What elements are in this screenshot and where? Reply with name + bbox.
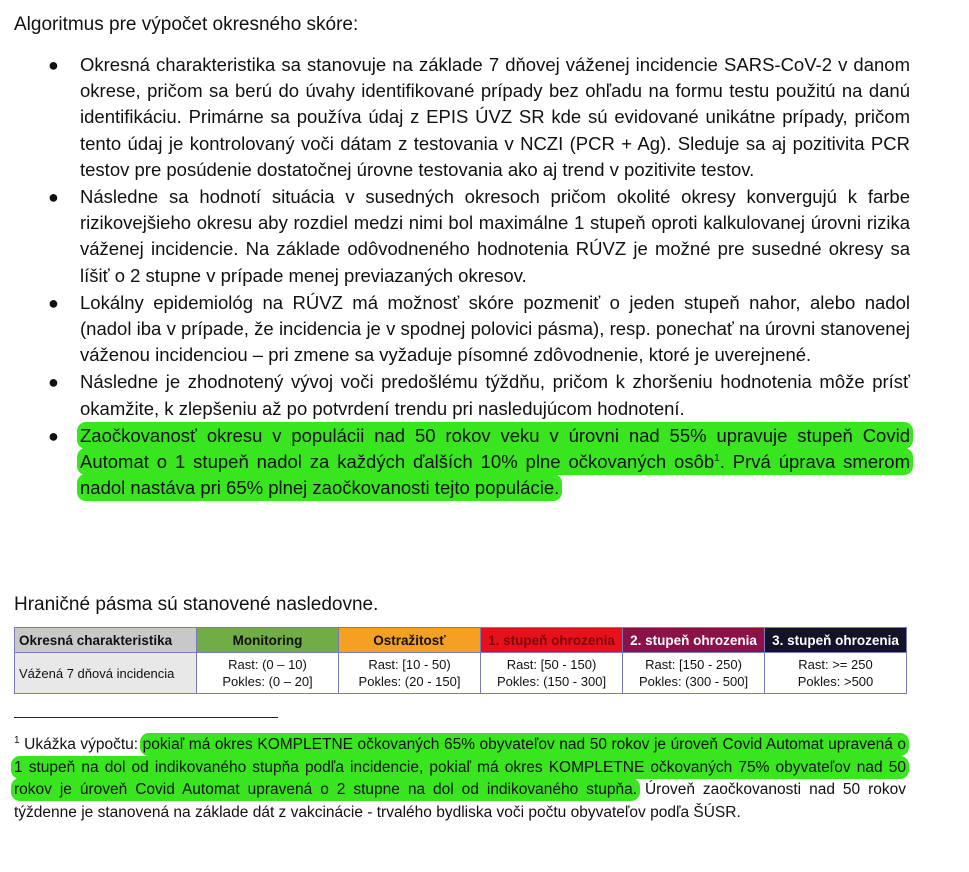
cell-rast: Rast: (0 – 10): [228, 657, 307, 672]
algorithm-heading: Algoritmus pre výpočet okresného skóre:: [14, 14, 359, 35]
list-item: [48, 369, 910, 421]
table-cell: [339, 653, 481, 694]
table-cell: [765, 653, 907, 694]
bullet-icon: ●: [48, 292, 59, 313]
list-item-text: Následne sa hodnotí situácia v susedných okresoch pričom okolité okresy konvergujú k farbe rizikovejšieho okresu aby rozdiel medzi nimi bol maximálne 1 stupeň oproti kalkulovanej úrovni rizika váženej incidencie. Na základe odôvodneného hodnotenia RÚVZ je možné pre susedné okresy sa líšiť o 2 stupne v prípade menej previazaných okresov.: [80, 186, 910, 286]
footnote-reference[interactable]: 1: [714, 452, 720, 464]
list-item-text: Lokálny epidemiológ na RÚVZ má možnosť skóre pozmeniť o jeden stupeň nahor, alebo nadol (nadol iba v prípade, že incidencia je v spodnej polovici pásma), resp. ponechať na úrovni stanovenej váženou incidenciou – pri zmene sa vyžaduje písomné zdôvodnenie, ktoré je uverejnené.: [80, 291, 910, 366]
table-row-label: Vážená 7 dňová incidencia: [15, 653, 197, 694]
table-header-row: [15, 628, 907, 653]
cell-rast: Rast: [150 - 250): [645, 657, 742, 672]
cell-pokles: Pokles: >500: [797, 674, 874, 689]
list-item-highlighted: [48, 423, 910, 502]
cell-rast: Rast: [50 - 150): [506, 657, 597, 672]
table-header-cell: 3. stupeň ohrozenia: [765, 628, 907, 653]
table-cell: [623, 653, 765, 694]
footnote-intro: Ukážka výpočtu:: [19, 736, 143, 753]
bullet-icon: ●: [48, 187, 59, 208]
list-item: [48, 52, 910, 183]
table-header-cell: Monitoring: [197, 628, 339, 653]
table-header-cell: Ostražitosť: [339, 628, 481, 653]
footnote-divider: [14, 717, 278, 718]
algorithm-list: [48, 52, 910, 502]
table-cell: [197, 653, 339, 694]
footnote-marker: 1: [14, 734, 20, 746]
bullet-icon: ●: [48, 425, 59, 446]
footnote: [14, 734, 906, 824]
cell-rast: Rast: [10 - 50): [368, 657, 451, 672]
cell-pokles: Pokles: (150 - 300]: [496, 674, 607, 689]
boundary-heading: Hraničné pásma sú stanovené nasledovne.: [14, 594, 379, 615]
highlighted-bullet-text-after: . Prvá úprava smerom nadol nastáva pri 65% plnej zaočkovanosti tejto populácie.: [80, 451, 910, 499]
table-cell: [481, 653, 623, 694]
risk-levels-table: [14, 627, 907, 694]
list-item-text: Následne je zhodnotený vývoj voči predošlému týždňu, pričom k zhoršeniu hodnotenia môže prísť okamžite, k zlepšeniu až po potvrdení trendu pri nasledujúcom hodnotení.: [80, 371, 910, 419]
footnote-highlighted-text: pokiaľ má okres KOMPLETNE očkovaných 65% obyvateľov nad 50 rokov je úroveň Covid Automat upravená o 1 stupeň na dol od indikovaného stupňa podľa incidencie, pokiaľ má okres KOMPLETNE očkovaných 75% obyvateľov nad 50 rokov je úroveň Covid Automat upravená o 2 stupne na dol od indikovaného stupňa.: [14, 736, 906, 798]
cell-pokles: Pokles: (20 - 150]: [358, 674, 461, 689]
table-header-cell: 1. stupeň ohrozenia: [481, 628, 623, 653]
list-item: [48, 290, 910, 369]
bullet-icon: ●: [48, 372, 59, 393]
highlighted-bullet-text: Zaočkovanosť okresu v populácii nad 50 rokov veku v úrovni nad 55% upravuje stupeň Covid Automat o 1 stupeň nadol za každých ďalších 10% plne očkovaných osôb: [80, 424, 910, 473]
cell-pokles: Pokles: (0 – 20]: [222, 674, 313, 689]
cell-rast: Rast: >= 250: [798, 657, 873, 672]
list-item-text: Okresná charakteristika sa stanovuje na základe 7 dňovej váženej incidencie SARS-CoV-2 v danom okrese, pričom sa berú do úvahy identifikované prípady bez ohľadu na formu testu použitú na danú identifikáciu. Primárne sa používa údaj z EPIS ÚVZ SR kde sú evidované unikátne prípady, pričom tento údaj je kontrolovaný voči dátam z testovania v NCZI (PCR + Ag). Sleduje sa aj pozitivita PCR testov pre posúdenie dostatočnej úrovne testovania ako aj trend v pozitivite testov.: [80, 54, 910, 180]
table-row: [15, 653, 907, 694]
highlighted-text: [80, 425, 910, 498]
footnote-rest: Úroveň zaočkovanosti nad 50 rokov týždenne je stanovená na základe dát z vakcinácie - trvalého bydliska voči počtu obyvateľov podľa ŠÚSR.: [14, 781, 906, 821]
bullet-icon: ●: [48, 55, 59, 75]
table-header-cell: 2. stupeň ohrozenia: [623, 628, 765, 653]
cell-pokles: Pokles: (300 - 500]: [638, 674, 749, 689]
list-item: [48, 184, 910, 289]
table-header-cell: Okresná charakteristika: [15, 628, 197, 653]
